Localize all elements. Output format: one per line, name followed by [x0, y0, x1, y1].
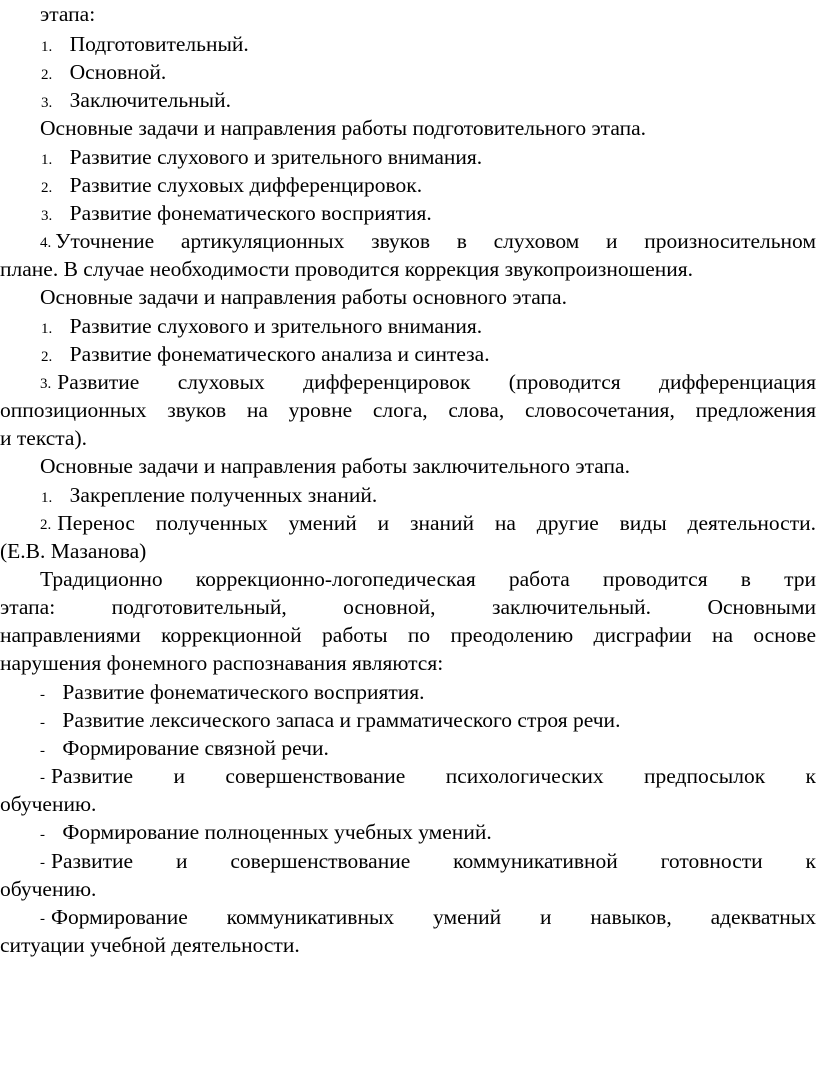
final-item-text: Закрепление полученных знаний.: [69, 483, 378, 507]
list-number: 1.: [41, 490, 53, 506]
main-item-3-line-3: и текста).: [0, 426, 88, 450]
prep-item-3: [41, 199, 432, 227]
list-number: 2.: [41, 67, 53, 83]
prep-item-2: [41, 171, 422, 199]
main-item-text: Развитие слухового и зрительного внимания.: [69, 314, 483, 338]
list-number: 3.: [41, 208, 53, 224]
direction-item-4-line-2: обучению.: [0, 792, 97, 816]
stage-text: Заключительный.: [69, 88, 231, 112]
list-dash: -: [40, 770, 45, 786]
list-dash: -: [40, 911, 45, 927]
paragraph-line-2: этапа: подготовительный, основной, заключительный. Основными: [0, 595, 816, 619]
direction-item-7-line-1: [40, 903, 816, 931]
prep-heading: Основные задачи и направления работы подготовительного этапа.: [40, 116, 647, 140]
list-number: 2.: [41, 349, 53, 365]
main-item-1: [41, 312, 482, 340]
direction-item-4-line-1: [40, 762, 816, 790]
direction-item-5: [40, 818, 492, 846]
direction-item-2: [40, 706, 620, 734]
paragraph-line-1: Традиционно коррекционно-логопедическая работа проводится в три: [40, 567, 816, 591]
list-number: 2.: [41, 180, 53, 196]
stage-text: Подготовительный.: [69, 32, 249, 56]
main-item-3-text: Развитие слуховых дифференцировок (проводится дифференциация: [57, 370, 816, 394]
list-dash: -: [40, 715, 45, 731]
stage-item-3: [41, 86, 231, 114]
main-item-3-line-2: оппозиционных звуков на уровне слога, слова, словосочетания, предложения: [0, 398, 816, 422]
direction-text: Формирование коммуникативных умений и навыков, адекватных: [51, 905, 816, 929]
paragraph-line-3: направлениями коррекционной работы по преодолению дисграфии на основе: [0, 623, 816, 647]
direction-item-7-line-2: ситуации учебной деятельности.: [0, 933, 300, 957]
list-number: 1.: [41, 321, 53, 337]
direction-item-1: [40, 678, 425, 706]
list-number: 3.: [41, 95, 53, 111]
final-item-2-line-1: [40, 509, 816, 537]
list-number: 3.: [40, 376, 52, 392]
main-heading: Основные задачи и направления работы основного этапа.: [40, 285, 567, 309]
prep-item-4-text: Уточнение артикуляционных звуков в слуховом и произносительном: [55, 229, 816, 253]
direction-text: Развитие и совершенствование психологических предпосылок к: [51, 764, 816, 788]
list-dash: -: [40, 855, 45, 871]
stage-item-1: [41, 30, 249, 58]
list-dash: -: [40, 827, 45, 843]
list-dash: -: [40, 743, 45, 759]
stage-item-2: [41, 58, 166, 86]
list-number: 2.: [40, 517, 52, 533]
final-item-2-line-2: (Е.В. Мазанова): [0, 539, 147, 563]
final-item-2-text: Перенос полученных умений и знаний на другие виды деятельности.: [57, 511, 816, 535]
direction-item-6-line-1: [40, 847, 816, 875]
list-dash: -: [40, 687, 45, 703]
stage-text: Основной.: [69, 60, 167, 84]
prep-item-text: Развитие фонематического восприятия.: [69, 201, 432, 225]
direction-text: Развитие и совершенствование коммуникативной готовности к: [51, 849, 816, 873]
final-heading: Основные задачи и направления работы заключительного этапа.: [40, 454, 630, 478]
direction-text: Формирование полноценных учебных умений.: [62, 820, 492, 844]
direction-text: Развитие лексического запаса и грамматического строя речи.: [62, 708, 621, 732]
list-number: 4.: [40, 235, 52, 251]
list-number: 1.: [41, 152, 53, 168]
direction-item-3: [40, 734, 329, 762]
prep-item-4-line-2: плане. В случае необходимости проводится коррекция звукопроизношения.: [0, 257, 694, 281]
direction-item-6-line-2: обучению.: [0, 877, 97, 901]
intro-tail: этапа:: [40, 2, 96, 26]
paragraph-line-4: нарушения фонемного распознавания являются:: [0, 651, 444, 675]
main-item-3-line-1: [40, 368, 816, 396]
prep-item-text: Развитие слуховых дифференцировок.: [69, 173, 423, 197]
direction-text: Формирование связной речи.: [62, 736, 329, 760]
final-item-1: [41, 481, 377, 509]
direction-text: Развитие фонематического восприятия.: [62, 680, 425, 704]
prep-item-text: Развитие слухового и зрительного внимания.: [69, 145, 483, 169]
main-item-2: [41, 340, 490, 368]
prep-item-4-line-1: [40, 227, 816, 255]
list-number: 1.: [41, 39, 53, 55]
main-item-text: Развитие фонематического анализа и синтеза.: [69, 342, 490, 366]
prep-item-1: [41, 143, 482, 171]
